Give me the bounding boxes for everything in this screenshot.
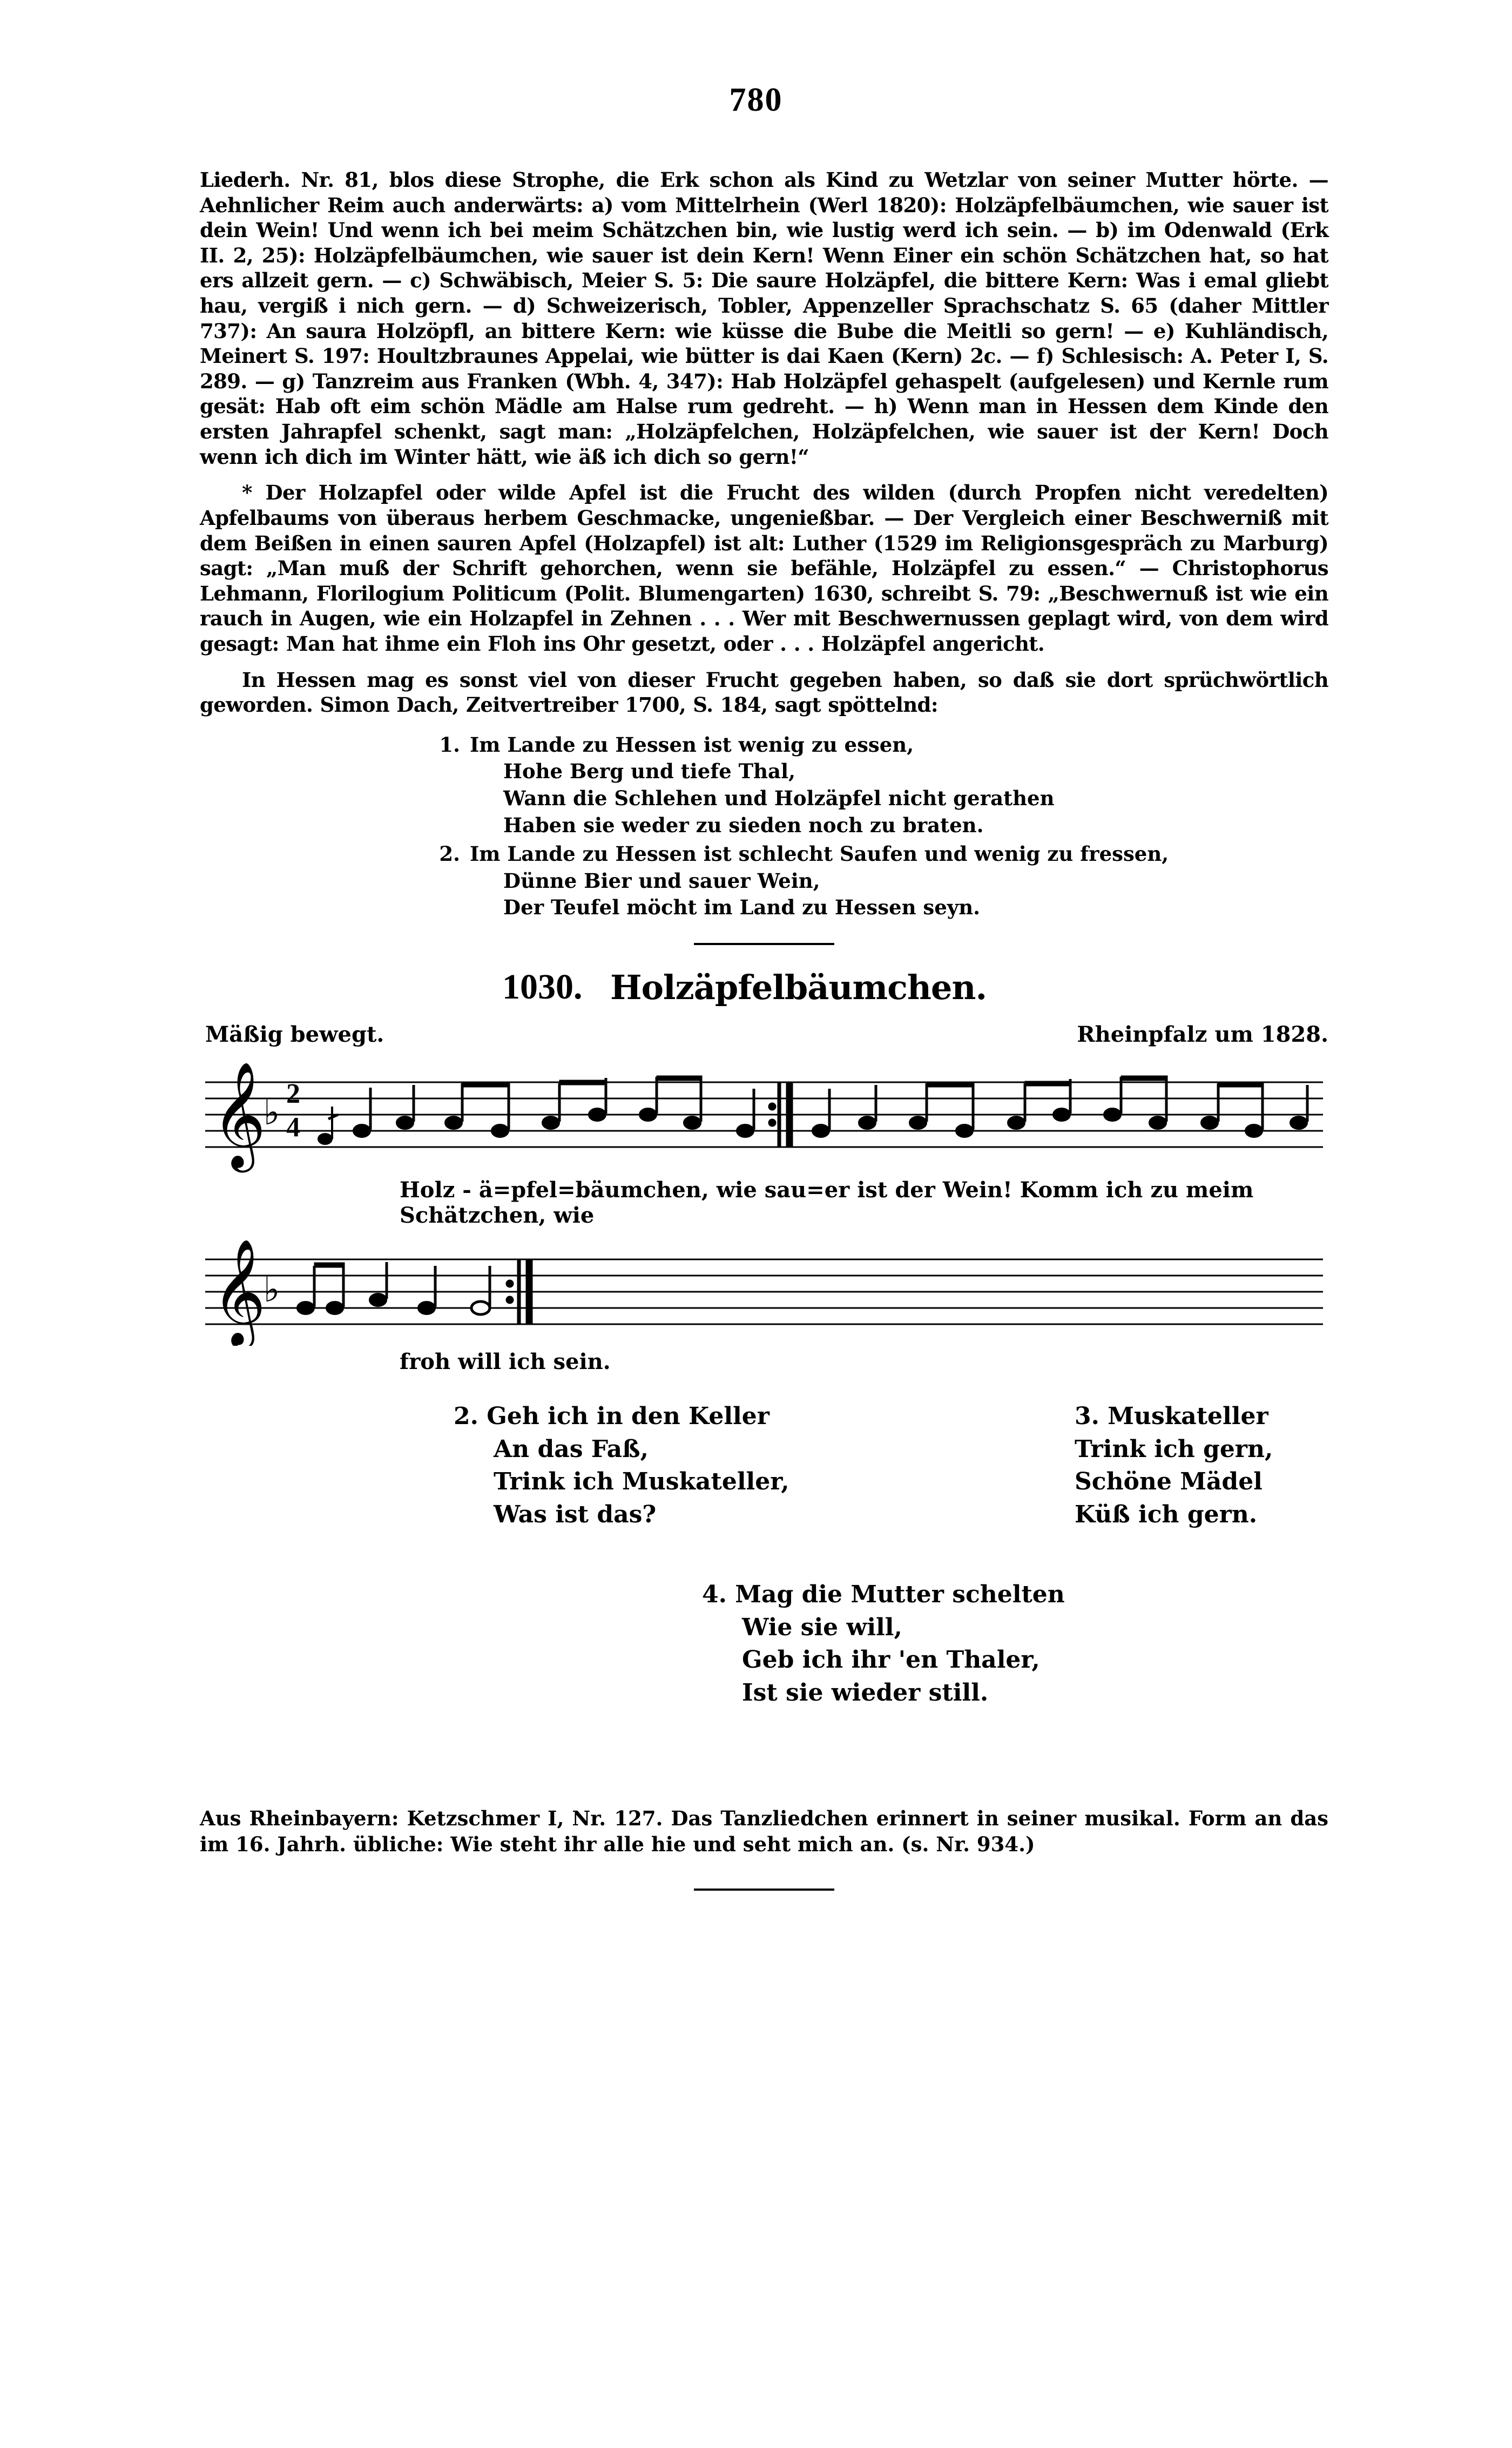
svg-text:𝄞: 𝄞	[212, 1061, 266, 1168]
stanza-line: Geh ich in den Keller	[487, 1402, 770, 1430]
bottom-divider-rule	[694, 1889, 834, 1891]
stanza-line: Was ist das?	[494, 1501, 657, 1528]
staff-2-svg	[200, 1238, 1328, 1346]
verse-number: 1.	[439, 732, 460, 757]
tempo-and-source-row	[200, 1022, 1328, 1051]
stanza-3	[1075, 1400, 1273, 1532]
svg-text:4: 4	[286, 1111, 300, 1143]
verse-line: Im Lande zu Hessen ist schlecht Saufen und wenig zu fressen,	[470, 842, 1169, 866]
paragraph-holzapfel-footnote: * Der Holzapfel oder wilde Apfel ist die Frucht des wilden (durch Propfen nicht veredelten) Apfelbaums von überaus herbem Geschmacke, ungenießbar. — Der Vergleich einer Beschwerniß mit dem Beißen in einen sauren Apfel (Holzapfel) ist alt: Luther (1529 im Religionsgespräch zu Marburg) sagt: „Man muß der Schrift gehorchen, wenn sie befähle, Holzäpfel zu essen.“ — Christophorus Lehmann, Florilogium Politicum (Polit. Blumengarten) 1630, schreibt S. 79: „Beschwernuß ist wie ein rauch in Augen, wie ein Holzapfel in Zehnen . . . Wer mit Beschwernussen geplagt wird, von dem wird gesagt: Man hat ihme ein Floh ins Ohr gesetzt, oder . . . Holzäpfel angericht.	[200, 481, 1328, 656]
svg-text:2: 2	[286, 1078, 300, 1109]
page-number: 780	[729, 82, 783, 118]
verse-line: Der Teufel möcht im Land zu Hessen seyn.	[503, 895, 981, 920]
stanza-line: Schöne Mädel	[1075, 1468, 1263, 1496]
tempo-marking: Mäßig bewegt.	[205, 1021, 384, 1047]
song-header	[200, 967, 1328, 1019]
svg-text:𝄞: 𝄞	[212, 1238, 266, 1345]
lyrics-line-2: froh will ich sein.	[400, 1348, 611, 1374]
paragraph-notes-variants: Liederh. Nr. 81, blos diese Strophe, die Erk schon als Kind zu Wetzlar von seiner Mutter hörte. — Aehnlicher Reim auch anderwärts: a) vom Mittelrhein (Werl 1820): Holzäpfelbäumchen, wie sauer ist dein Wein! Und wenn ich bei meim Schätzchen bin, wie lustig werd ich sein. — b) im Odenwald (Erk II. 2, 25): Holzäpfelbäumchen, wie sauer ist dein Kern! Wenn Einer ein schön Schätzchen hat, so hat ers allzeit gern. — c) Schwäbisch, Meier S. 5: Die saure Holzäpfel, die bittere Kern: Was i emal gliebt hau, vergiß i nich gern. — d) Schweizerisch, Tobler, Appenzeller Sprachschatz S. 65 (daher Mittler 737): An saura Holzöpfl, an bittere Kern: wie küsse die Bube die Meitli so gern! — e) Kuhländisch, Meinert S. 197: Houltzbraunes Appelai, wie bütter is dai Kaen (Kern) 2c. — f) Schlesisch: A. Peter I, S. 289. — g) Tanzreim aus Franken (Wbh. 4, 347): Hab Holzäpfel gehaspelt (aufgelesen) und Kernle rum gesät: Hab oft eim schön Mädle am Halse rum gedreht. — h) Wenn man in Hessen dem Kinde den ersten Jahrapfel schenkt, sagt man: „Holzäpfelchen, Holzäpfelchen, wie sauer ist der Kern! Doch wenn ich dich im Winter hätt, wie äß ich dich so gern!“	[200, 168, 1328, 469]
svg-text:♭: ♭	[264, 1093, 280, 1133]
music-staff-1	[200, 1061, 1328, 1228]
verse-line: Dünne Bier und sauer Wein,	[503, 868, 820, 893]
stanza-line: Trink ich Muskateller,	[494, 1468, 789, 1496]
stanza-columns	[200, 1400, 1328, 1707]
stanza-line: Mag die Mutter schelten	[735, 1580, 1065, 1608]
stanza-first-line	[702, 1579, 1065, 1611]
stanza-line: Muskateller	[1108, 1402, 1268, 1430]
stanza-number: 3.	[1075, 1402, 1099, 1430]
song-footnote: Aus Rheinbayern: Ketzschmer I, Nr. 127. Das Tanzliedchen erinnert in seiner musikal. Form an das im 16. Jahrh. übliche: Wie steht ihr alle hie und seht mich an. (s. Nr. 934.)	[200, 1806, 1328, 1856]
verse-line: Wann die Schlehen und Holzäpfel nicht gerathen	[503, 786, 1055, 810]
section-divider-rule	[694, 943, 834, 945]
stanza-number: 4.	[702, 1580, 727, 1608]
verse-line: Im Lande zu Hessen ist wenig zu essen,	[470, 732, 914, 757]
music-staff-2	[200, 1238, 1328, 1374]
stanza-line: Ist sie wieder still.	[742, 1679, 989, 1707]
quoted-verse-1	[200, 732, 1328, 839]
staff-1-svg	[200, 1061, 1328, 1174]
stanza-first-line	[1075, 1400, 1273, 1433]
stanza-number: 2.	[454, 1402, 478, 1430]
song-source: Rheinpfalz um 1828.	[1077, 1021, 1328, 1047]
page-content	[200, 167, 1328, 1891]
stanza-line: Wie sie will,	[742, 1613, 902, 1641]
song-number: 1030.	[502, 967, 583, 1007]
stanza-2	[454, 1400, 789, 1532]
stanza-line: Geb ich ihr 'en Thaler,	[742, 1646, 1040, 1674]
stanza-line: Küß ich gern.	[1075, 1501, 1258, 1528]
lyrics-line-1: Holz - ä=pfel=bäumchen, wie sau=er ist der Wein! Komm ich zu meim Schätzchen, wie	[400, 1177, 1254, 1228]
stanza-line: An das Faß,	[494, 1435, 649, 1463]
svg-text:♭: ♭	[264, 1270, 280, 1310]
stanza-4	[702, 1579, 1065, 1710]
quoted-verse-block	[200, 732, 1328, 921]
stanza-first-line	[454, 1400, 789, 1433]
verse-line: Hohe Berg und tiefe Thal,	[503, 759, 795, 784]
song-title: Holzäpfelbäumchen.	[610, 967, 987, 1007]
verse-line: Haben sie weder zu sieden noch zu braten.	[503, 813, 984, 837]
stanza-line: Trink ich gern,	[1075, 1435, 1273, 1463]
quoted-verse-2	[200, 841, 1328, 921]
verse-number: 2.	[439, 842, 460, 866]
paragraph-hessen-intro: In Hessen mag es sonst viel von dieser Frucht gegeben haben, so daß sie dort sprüchwörtlich geworden. Simon Dach, Zeitvertreiber 1700, S. 184, sagt spöttelnd:	[200, 667, 1328, 717]
